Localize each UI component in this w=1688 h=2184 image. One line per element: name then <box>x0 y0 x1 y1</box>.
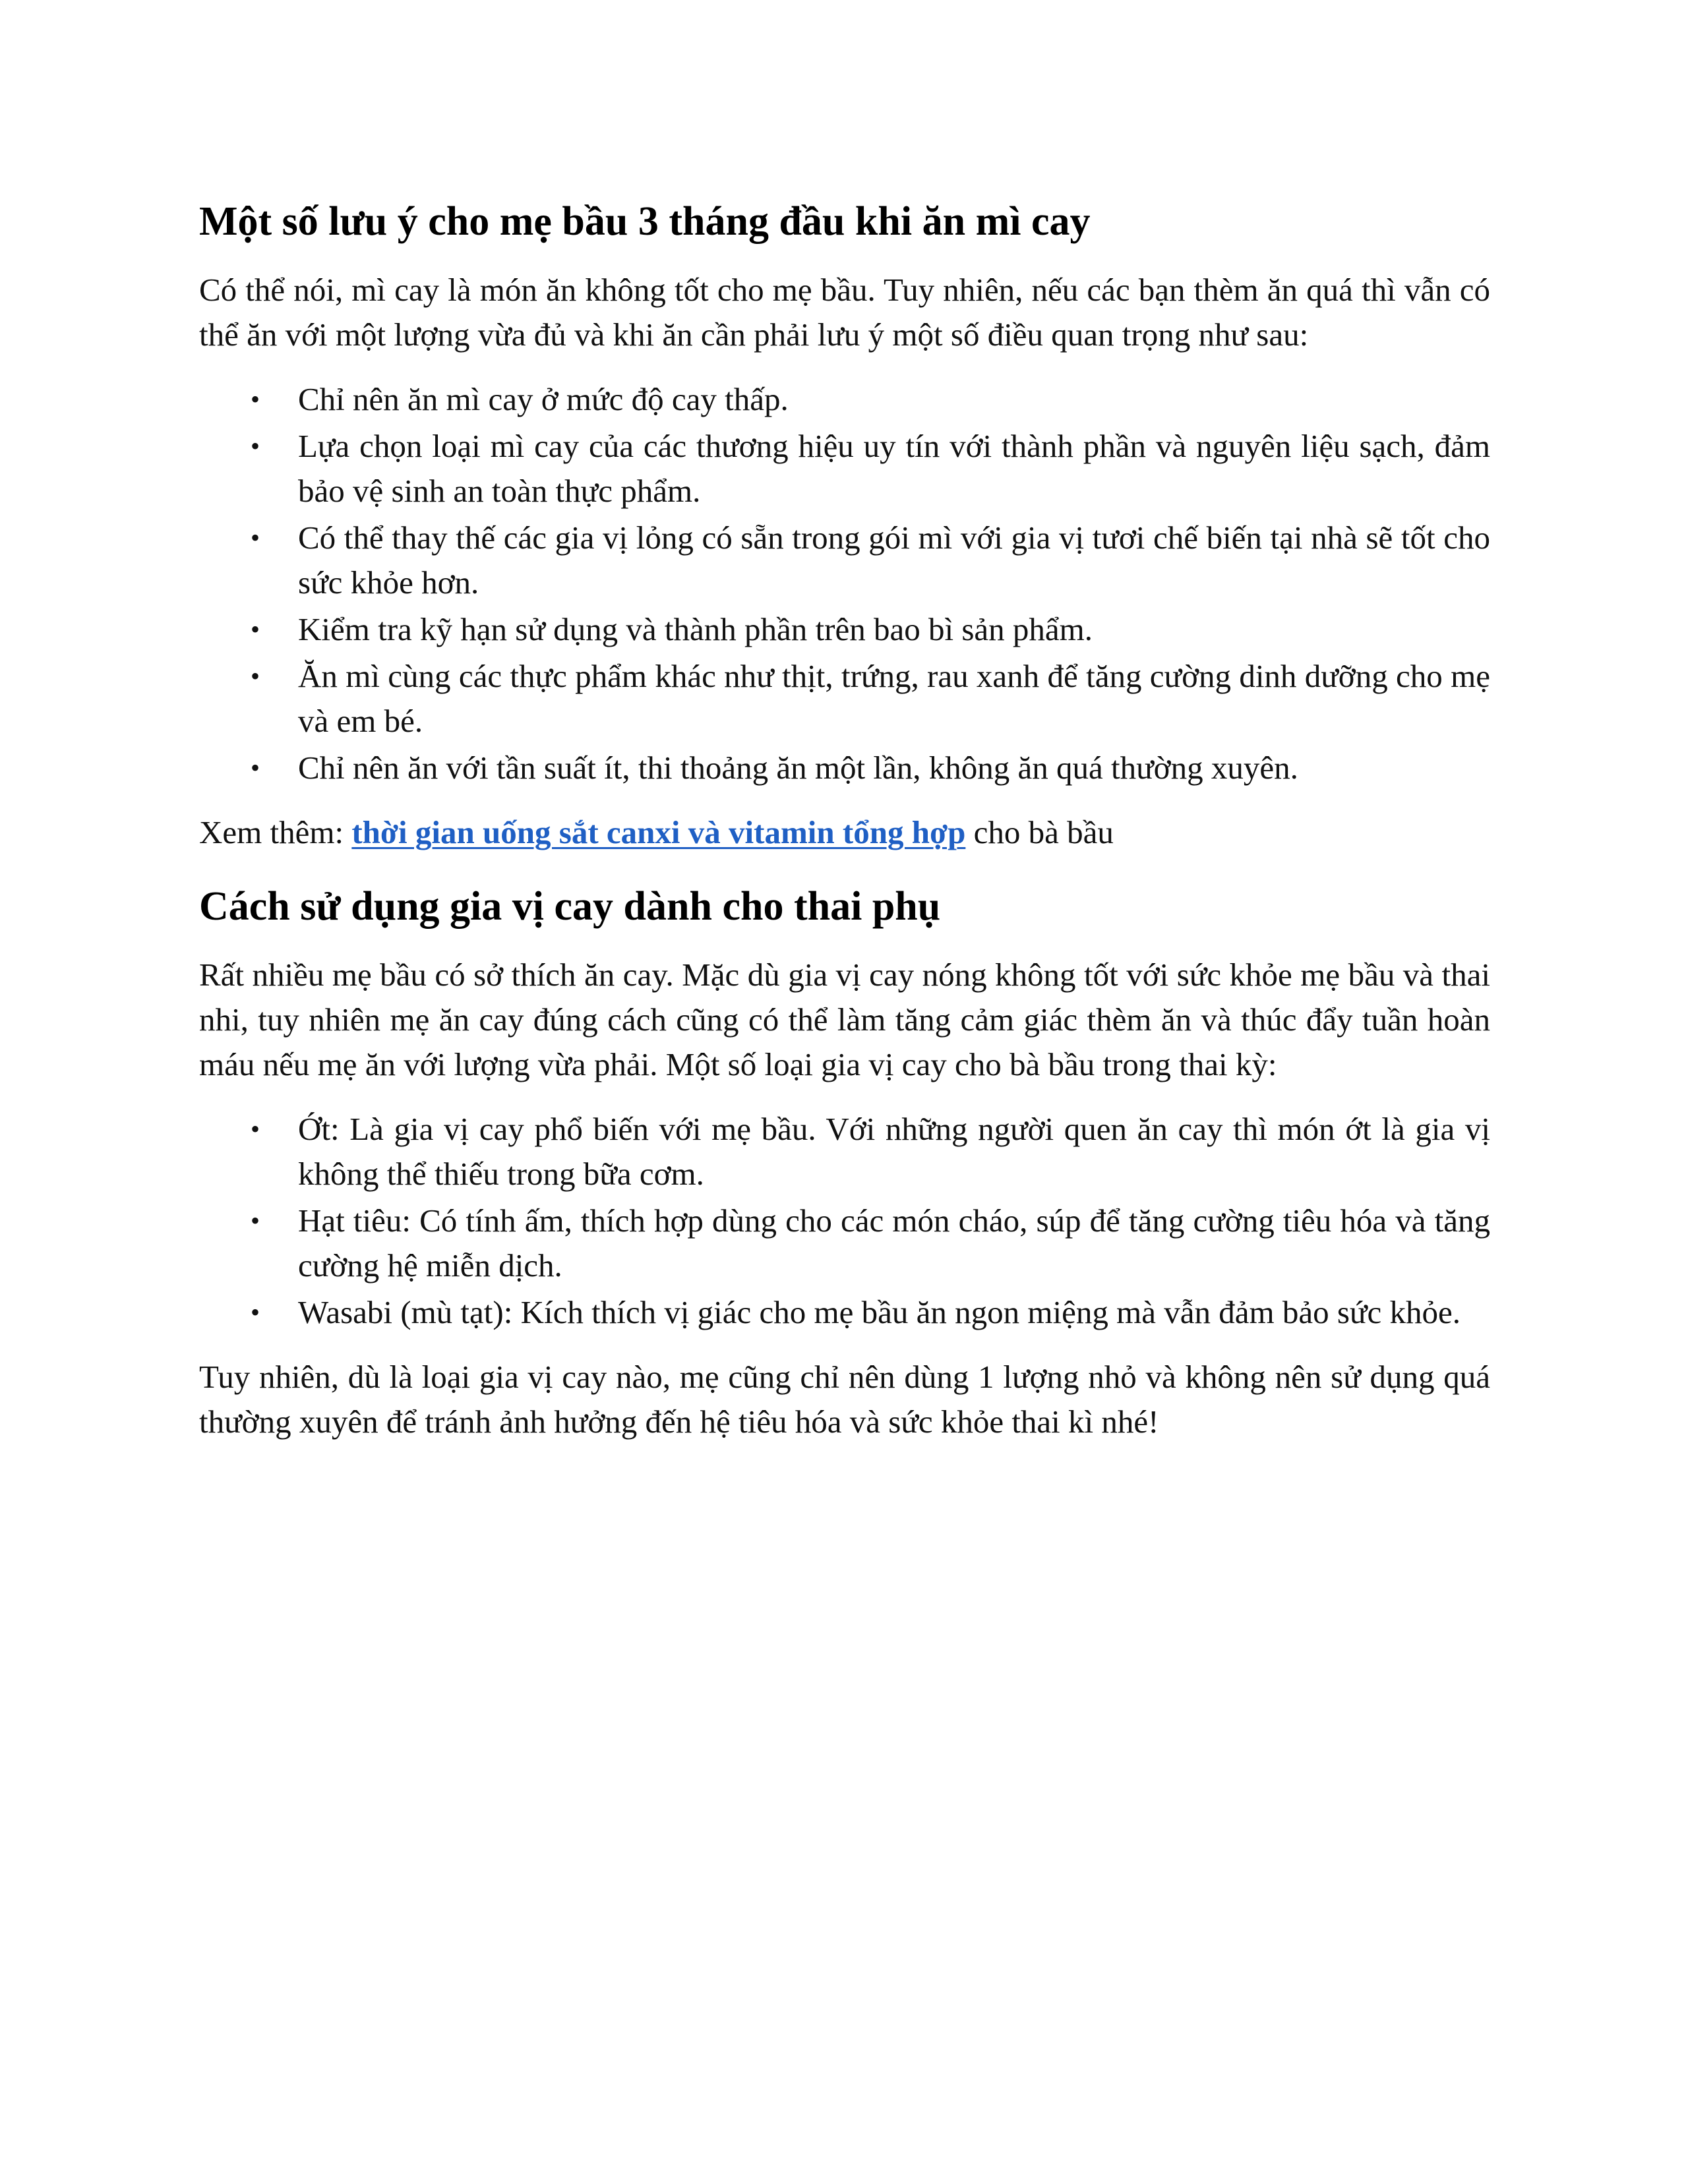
list-item <box>199 654 1490 744</box>
noodle-tips-list <box>199 377 1490 790</box>
list-item-text: Có thể thay thế các gia vị lỏng có sẵn trong gói mì với gia vị tươi chế biến tại nhà sẽ tốt cho sức khỏe hơn. <box>298 519 1490 601</box>
see-more-suffix: cho bà bầu <box>965 814 1114 850</box>
bullet-icon: • <box>251 1297 260 1327</box>
list-item <box>199 1107 1490 1196</box>
list-item-text: Chỉ nên ăn với tần suất ít, thi thoảng ăn một lần, không ăn quá thường xuyên. <box>298 750 1298 786</box>
see-more-paragraph <box>199 810 1490 855</box>
list-item <box>199 746 1490 790</box>
bullet-icon: • <box>251 661 260 691</box>
list-item-text: Kiểm tra kỹ hạn sử dụng và thành phần trên bao bì sản phẩm. <box>298 611 1093 647</box>
list-item-text: Ớt: Là gia vị cay phổ biến với mẹ bầu. Với những người quen ăn cay thì món ớt là gia vị không thể thiếu trong bữa cơm. <box>298 1111 1490 1192</box>
conclusion-paragraph: Tuy nhiên, dù là loại gia vị cay nào, mẹ cũng chỉ nên dùng 1 lượng nhỏ và không nên sử dụng quá thường xuyên để tránh ảnh hưởng đến hệ tiêu hóa và sức khỏe thai kì nhé! <box>199 1359 1490 1440</box>
bullet-icon: • <box>251 523 260 552</box>
bullet-icon: • <box>251 753 260 782</box>
list-item <box>199 1198 1490 1288</box>
bullet-icon: • <box>251 1114 260 1144</box>
list-item-text: Ăn mì cùng các thực phẩm khác như thịt, trứng, rau xanh để tăng cường dinh dưỡng cho mẹ và em bé. <box>298 658 1490 739</box>
list-item-text: Lựa chọn loại mì cay của các thương hiệu uy tín với thành phần và nguyên liệu sạch, đảm bảo vệ sinh an toàn thực phẩm. <box>298 428 1490 509</box>
spice-intro-paragraph: Rất nhiều mẹ bầu có sở thích ăn cay. Mặc dù gia vị cay nóng không tốt với sức khỏe mẹ bầu và thai nhi, tuy nhiên mẹ ăn cay đúng cách cũng có thể làm tăng cảm giác thèm ăn và thúc đẩy tuần hoàn máu nếu mẹ ăn với lượng vừa phải. Một số loại gia vị cay cho bà bầu trong thai kỳ: <box>199 957 1490 1082</box>
list-item-text: Hạt tiêu: Có tính ấm, thích hợp dùng cho các món cháo, súp để tăng cường tiêu hóa và tăng cường hệ miễn dịch. <box>298 1202 1490 1284</box>
list-item <box>199 424 1490 514</box>
list-item <box>199 377 1490 422</box>
bullet-icon: • <box>251 384 260 414</box>
see-more-prefix: Xem thêm: <box>199 814 352 850</box>
list-item <box>199 1290 1490 1335</box>
list-item <box>199 607 1490 652</box>
list-item-text: Wasabi (mù tạt): Kích thích vị giác cho mẹ bầu ăn ngon miệng mà vẫn đảm bảo sức khỏe. <box>298 1294 1461 1330</box>
section-heading-noodle-tips: Một số lưu ý cho mẹ bầu 3 tháng đầu khi ăn mì cay <box>199 199 1091 244</box>
bullet-icon: • <box>251 1206 260 1235</box>
intro-paragraph: Có thể nói, mì cay là món ăn không tốt cho mẹ bầu. Tuy nhiên, nếu các bạn thèm ăn quá thì vẫn có thể ăn với một lượng vừa đủ và khi ăn cần phải lưu ý một số điều quan trọng như sau: <box>199 272 1490 353</box>
bullet-icon: • <box>251 431 260 461</box>
see-more-link[interactable]: thời gian uống sắt canxi và vitamin tổng hợp <box>351 814 966 850</box>
list-item-text: Chỉ nên ăn mì cay ở mức độ cay thấp. <box>298 381 789 417</box>
bullet-icon: • <box>251 614 260 644</box>
list-item <box>199 516 1490 605</box>
section-heading-spice-usage: Cách sử dụng gia vị cay dành cho thai phụ <box>199 884 941 929</box>
document-page <box>199 198 1490 1464</box>
spice-list <box>199 1107 1490 1335</box>
